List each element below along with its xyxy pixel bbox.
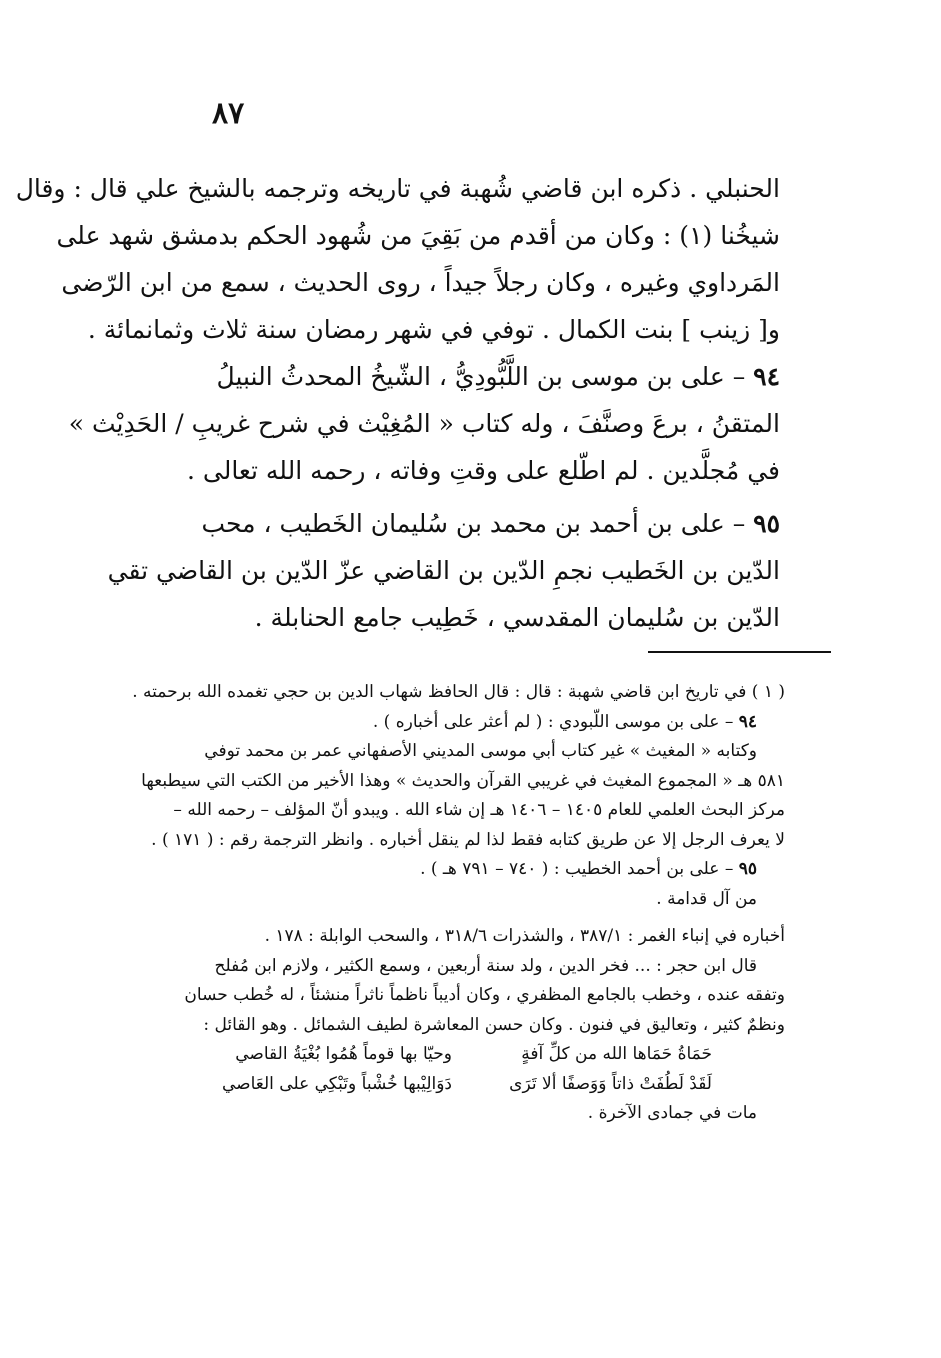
poem-hemistich: دَوَالِيْبها خُشْباً وتَبْكِي على العَاصي [221, 1073, 452, 1094]
poem-hemistich: وحيّا بها قوماً هُمُوا بُغْيَةُ القاصي [235, 1044, 452, 1064]
footnotes [132, 678, 785, 1129]
entry-number: ٩٤ [753, 362, 780, 391]
footnote-1: ( ١ ) في تاريخ ابن قاضي شهبة : قال : قال الحافظ شهاب الدين بن حجي تغمده الله برحمته . [132, 682, 785, 702]
footnote-line: من آل قدامة . [656, 888, 757, 909]
text-line: الدّين بن الخَطيب نجمِ الدّين بن القاضي عزّ الدّين بن القاضي تقي [107, 556, 780, 585]
footnote-title: – على بن أحمد الخطيب : ( ٧٤٠ – ٧٩١ هـ ) . [420, 859, 739, 879]
footnote-line: ونظمٌ كثير ، وتعاليق في فنون . وكان حسن المعاشرة لطيف الشمائل . وهو القائل : [203, 1014, 785, 1035]
footnote-separator [648, 651, 831, 653]
text-line: و[ زينب ] بنت الكمال . توفي في شهر رمضان سنة ثلاث وثمانمائة . [87, 315, 780, 344]
entry-title: – على بن أحمد بن محمد بن سُليمان الخَطيب ، محب [201, 509, 754, 538]
footnote-line: قال ابن حجر : ... فخر الدين ، ولد سنة أربعين ، وسمع الكثير ، ولازم ابن مُفلح [214, 955, 757, 976]
entry-94-heading [160, 353, 780, 400]
footnote-95-heading [160, 855, 785, 885]
footnote-line: ٥٨١ هـ « المجموع المغيث في غريبي القرآن والحديث » وهذا الأخير من الكتب التي سيطبعها [141, 770, 785, 791]
text-line: الحنبلي . ذكره ابن قاضي شُهبة في تاريخه وترجمه بالشيخ علي قال : وقال [15, 174, 780, 203]
footnote-94-heading [160, 708, 785, 738]
text-line: في مُجلَّدين . لم اطّلع على وقتِ وفاته ، رحمه الله تعالى . [186, 456, 780, 485]
poem-hemistich: لَقَدْ لَطُفَتْ ذاتاً وَوَصفًا ألا تَرَى [509, 1073, 712, 1094]
spacer [160, 914, 785, 922]
footnote-line: وتفقه عنده ، وخطب بالجامع المظفري ، وكان أديباً ناظماً ناثراً منشئاً ، له خُطب حسان [184, 985, 785, 1005]
footnote-title: – على بن موسى اللّبودي : ( لم أعثر على أخباره ) . [372, 711, 739, 732]
footnote-line: مات في جمادى الآخرة . [587, 1103, 757, 1123]
main-text [15, 165, 780, 641]
entry-title: – على بن موسى بن اللَّبُّودِيُّ ، الشّيخُ المحدثُ النبيلُ [216, 362, 754, 391]
text-line: الدّين بن سُليمان المقدسي ، خَطِيب جامع الحنابلة . [254, 603, 780, 632]
text-line: شيخُنا (١) : وكان من أقدم من بَقِيَ من شُهود الحكم بدمشق شهد على [56, 221, 780, 250]
text-line: المَرداوي وغيره ، وكان رجلاً جيداً ، روى الحديث ، سمع من ابن الرّضى [61, 268, 780, 297]
entry-number: ٩٥ [753, 509, 780, 538]
footnote-number: ٩٥ [738, 859, 757, 879]
footnote-line: مركز البحث العلمي للعام ١٤٠٥ – ١٤٠٦ هـ إن شاء الله . ويبدو أنّ المؤلف – رحمه الله – [173, 800, 785, 820]
text-line: المتقنُ ، برعَ وصنَّفَ ، وله كتاب « المُغِيْث في شرح غريبِ / الحَدِيْث » [68, 409, 780, 438]
footnote-sources: أخباره في إنباء الغمر : ٣٨٧/١ ، والشذرات ٣١٨/٦ ، والسحب الوابلة : ١٧٨ . [264, 926, 785, 946]
poem-hemistich: حَمَاةُ حَمَاها الله من كلِّ آفةٍ [521, 1044, 712, 1064]
footnote-line: لا يعرف الرجل إلا عن طريق كتابه فقط لذا لم ينقل أخباره . وانظر الترجمة رقم : ( ١٧١ ) . [151, 829, 785, 850]
poem-verse [160, 1040, 785, 1070]
entry-95-heading [160, 500, 780, 547]
page-number: ٨٧ [212, 96, 245, 131]
footnote-line: وكتابه « المغيث » غير كتاب أبي موسى المديني الأصفهاني عمر بن محمد توفي [204, 741, 757, 761]
footnote-number: ٩٤ [738, 711, 757, 732]
poem-verse [160, 1070, 785, 1100]
